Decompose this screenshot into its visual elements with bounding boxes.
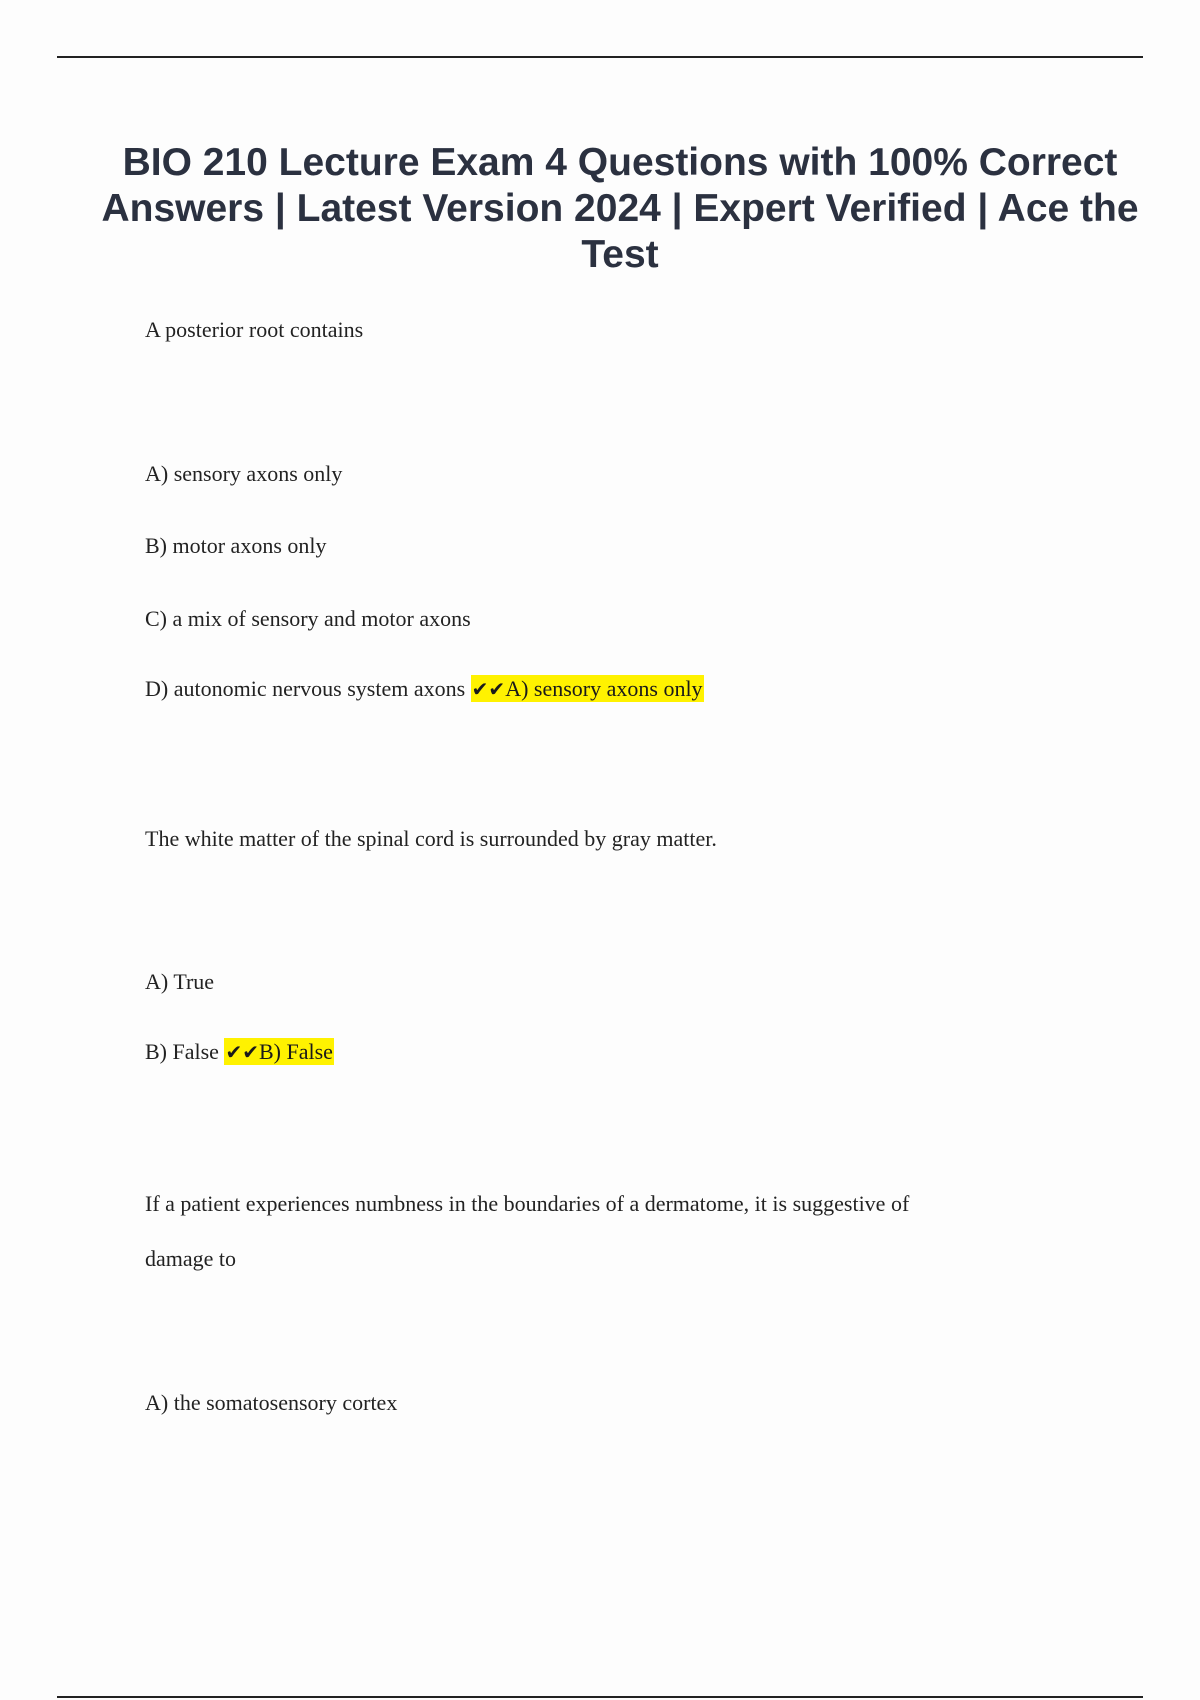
question-2-option-b-row: [145, 1038, 334, 1066]
top-divider: [57, 56, 1143, 58]
question-3-prompt-line-1: If a patient experiences numbness in the boundaries of a dermatome, it is suggestive of: [145, 1191, 910, 1216]
question-1-prompt: A posterior root contains: [145, 317, 364, 342]
question-2-answer: B) False: [258, 1039, 333, 1064]
document-title: BIO 210 Lecture Exam 4 Questions with 100% Correct Answers | Latest Version 2024 | Expert Verified | Ace the Test: [101, 141, 1139, 276]
question-1-answer-highlight: [471, 675, 704, 702]
question-1-answer: A) sensory axons only: [505, 676, 703, 701]
question-2-option-b: B) False: [145, 1039, 219, 1064]
question-2-answer-highlight: [224, 1038, 333, 1065]
question-1-option-b: B) motor axons only: [145, 533, 327, 558]
bottom-divider: [57, 1696, 1143, 1698]
checkmark-icon: ✔✔: [471, 677, 506, 701]
checkmark-icon: ✔✔: [225, 1040, 259, 1064]
question-1-option-d-row: [145, 675, 704, 703]
question-2-option-a: A) True: [145, 969, 215, 994]
question-3-prompt-line-2: damage to: [145, 1246, 237, 1271]
question-2-prompt: The white matter of the spinal cord is surrounded by gray matter.: [145, 826, 717, 851]
question-3-option-a: A) the somatosensory cortex: [145, 1390, 398, 1415]
question-1-option-d: D) autonomic nervous system axons: [145, 676, 466, 701]
question-1-option-a: A) sensory axons only: [145, 461, 343, 486]
question-1-option-c: C) a mix of sensory and motor axons: [145, 606, 471, 631]
